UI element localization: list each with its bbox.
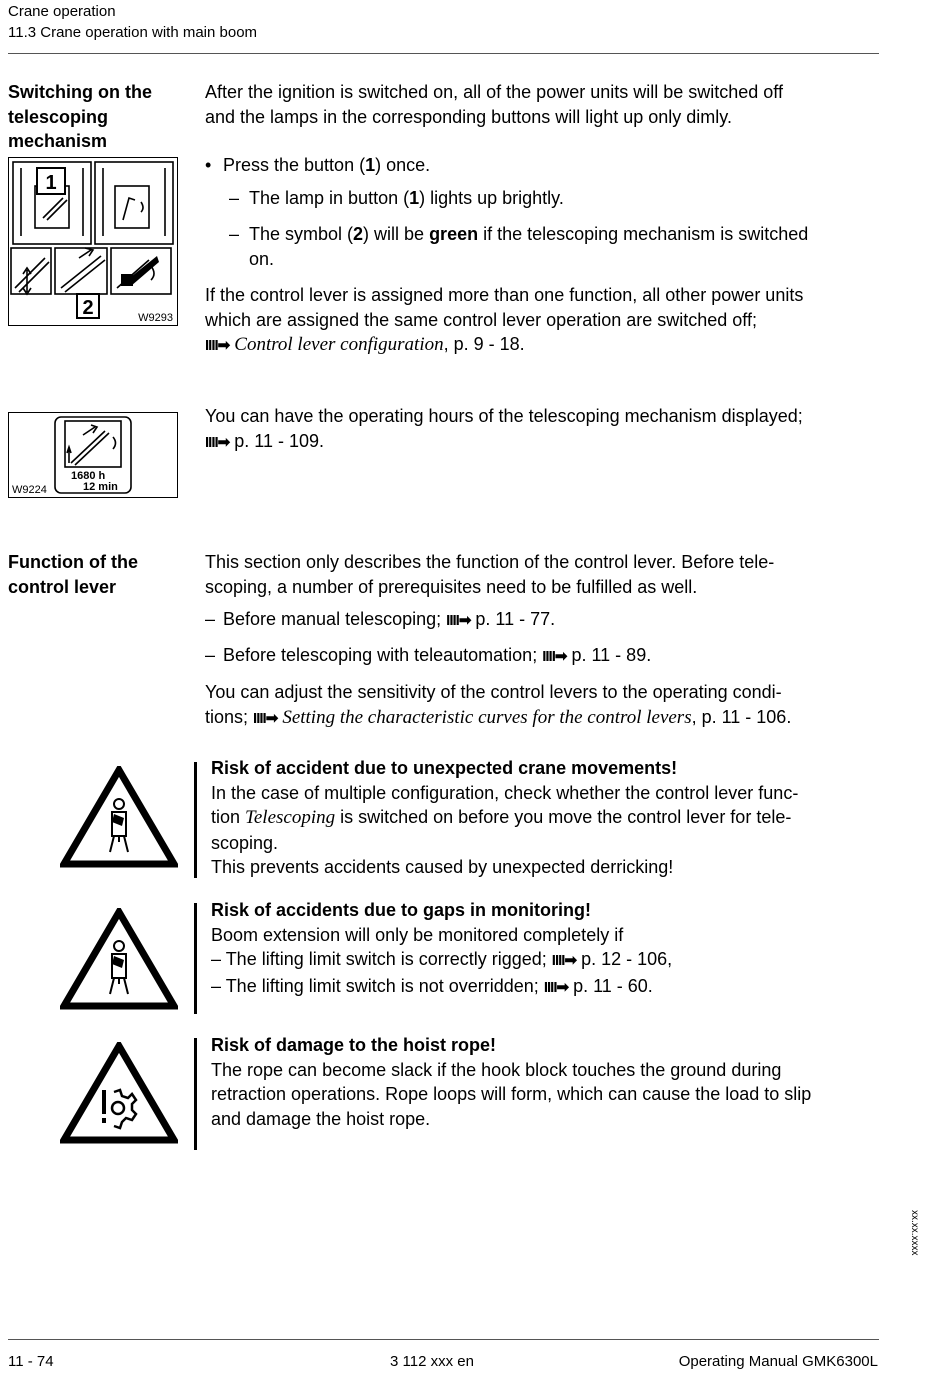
warning-title: Risk of damage to the hoist rope! (211, 1035, 497, 1055)
damage-gear-warning-icon (60, 1042, 178, 1144)
link-page-11-89[interactable]: p. 11 - 89. (571, 645, 652, 665)
side-code: xx.xx.xxxx (909, 1210, 920, 1256)
warning-title: Risk of accident due to unexpected crane movements! (211, 758, 678, 778)
reference-arrow-icon: IIII➡ (205, 433, 230, 451)
dash-teleautomation: Before telescoping with teleautomation; IIII➡ p. 11 - 89. (223, 643, 651, 670)
dash-marker: – (205, 645, 216, 665)
footer-manual-title: Operating Manual GMK6300L (678, 1353, 878, 1370)
operating-hours-paragraph: You can have the operating hours of the telescoping mechanism displayed; IIII➡ p. 11 - 109. (205, 404, 803, 455)
sensitivity-paragraph: You can adjust the sensitivity of the control levers to the operating condi- tions; IIII➡ Setting the characteristic curves for the control levers, p. 11 - 106. (205, 680, 791, 731)
warning-bar (194, 762, 197, 878)
link-page-11-109[interactable]: p. 11 - 109. (234, 430, 324, 451)
minutes-readout: 12 min (83, 481, 118, 493)
dash-manual-telescoping: Before manual telescoping; IIII➡ p. 11 - 77. (223, 607, 555, 634)
warning-unexpected-movements: Risk of accident due to unexpected crane movements! In the case of multiple configuration, check whether the control lever func- tion Telescoping is switched on before you move the control lever for tele- scoping. This prevents accidents caused by unexpected derricking! (211, 758, 799, 877)
reference-arrow-icon: IIII➡ (543, 978, 569, 996)
warning-title: Risk of accidents due to gaps in monitoring! (211, 900, 592, 920)
reference-arrow-icon: IIII➡ (542, 648, 567, 665)
figure-callout-2: 2 (82, 297, 94, 319)
control-panel-icon (9, 158, 177, 325)
header-rule (8, 53, 879, 54)
header-section: 11.3 Crane operation with main boom (8, 24, 258, 41)
link-characteristic-curves[interactable]: Setting the characteristic curves for the control levers (282, 706, 692, 728)
dash-marker: – (229, 188, 240, 208)
dash-symbol-green: The symbol (2) will be green if the telescoping mechanism is switched on. (249, 224, 809, 269)
hours-readout: 1680 h (71, 470, 106, 482)
danger-person-warning-icon (60, 908, 178, 1010)
intro-paragraph: After the ignition is switched on, all of the power units will be switched off and the lamps in the corresponding buttons will light up only dimly. (205, 82, 783, 127)
control-lever-paragraph: If the control lever is assigned more than one function, all other power units which are assigned the same control lever operation are switched off; IIII➡ Control lever configuration, p. 9 - 18. (205, 283, 803, 359)
warning-gaps-monitoring: Risk of accidents due to gaps in monitoring! Boom extension will only be monitored completely if – The lifting limit switch is correctly rigged; IIII➡ p. 12 - 106, – The lifting limit switch is not overridden; IIII➡ p. 11 - 60. (211, 898, 672, 1000)
figure-control-panel (8, 157, 178, 326)
reference-arrow-icon: IIII➡ (253, 709, 278, 727)
danger-person-warning-icon (60, 766, 178, 868)
bullet-text: Press the button (1) once. (223, 155, 431, 175)
reference-arrow-icon: IIII➡ (551, 952, 577, 969)
figure-callout-1: 1 (45, 172, 57, 194)
bullet-press-button: • (205, 155, 212, 175)
figure-label: W9293 (138, 312, 173, 324)
figure-label: W9224 (12, 484, 47, 496)
warning-bar (194, 1038, 197, 1150)
footer-page-number: 11 - 74 (8, 1353, 54, 1370)
dash-marker: – (229, 224, 240, 244)
link-control-lever-configuration[interactable]: Control lever configuration (234, 334, 444, 355)
link-page-11-60[interactable]: p. 11 - 60. (573, 975, 653, 996)
function-paragraph: This section only describes the function of the control lever. Before tele- scoping, a number of prerequisites need to be fulfilled as well. (205, 552, 775, 597)
footer-doc-number: 3 112 xxx en (390, 1353, 474, 1370)
section-heading-function: Function of the control lever (8, 552, 138, 597)
reference-arrow-icon: IIII➡ (205, 337, 230, 354)
dash-marker: – (205, 609, 216, 629)
reference-arrow-icon: IIII➡ (446, 612, 471, 629)
footer-rule (8, 1339, 879, 1340)
warning-hoist-rope: Risk of damage to the hoist rope! The rope can become slack if the hook block touches the ground during retraction operations. Rope loops will form, which can cause the load to slip and damage the hoist rope. (211, 1035, 812, 1129)
link-page-11-77[interactable]: p. 11 - 77. (475, 609, 556, 629)
link-page-12-106[interactable]: p. 12 - 106, (581, 949, 673, 969)
section-heading-switching: Switching on the telescoping mechanism (8, 82, 152, 151)
warning-bar (194, 903, 197, 1014)
figure-operating-hours (8, 412, 178, 498)
dash-lamp-bright: The lamp in button (1) lights up brightly. (249, 188, 564, 208)
header-chapter: Crane operation (8, 3, 116, 20)
